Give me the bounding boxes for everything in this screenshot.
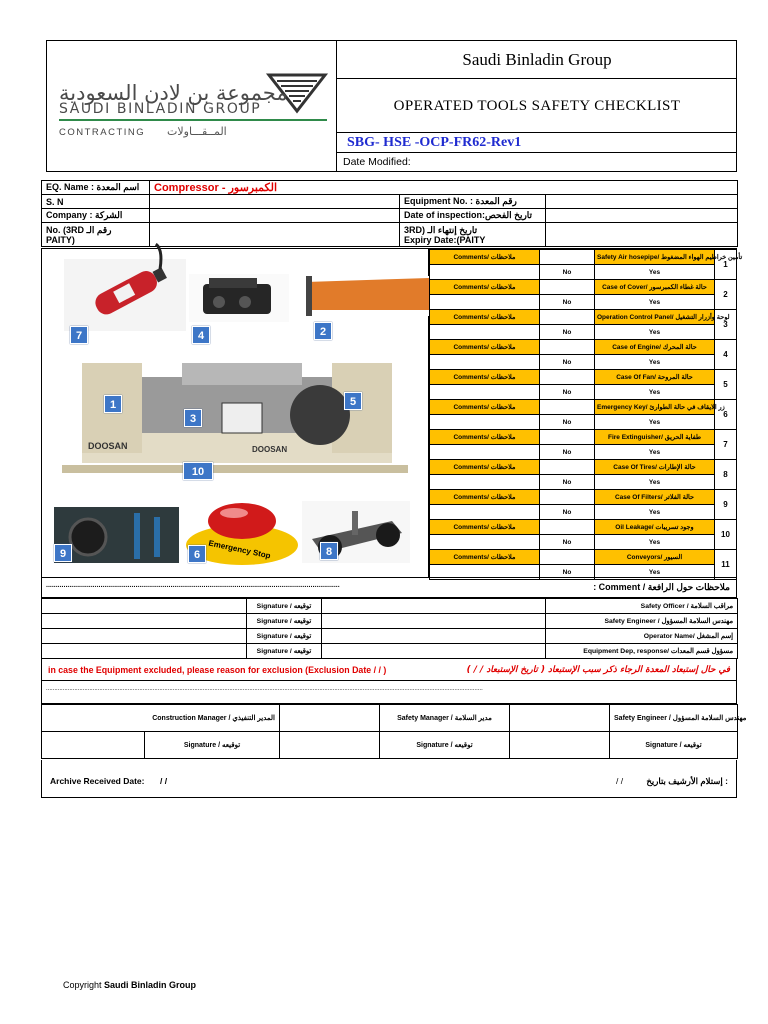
comments-field[interactable]	[540, 250, 595, 265]
answer-yes-option[interactable]: Yes	[595, 415, 715, 430]
comments-label: Comments/ ملاحظات	[430, 370, 540, 385]
comments-label: Comments/ ملاحظات	[430, 460, 540, 475]
checklist-item-number: 4	[715, 340, 737, 370]
checklist-item-label: Conveyors/ السيور	[595, 550, 715, 565]
signature-row	[42, 614, 738, 629]
answer-no-option[interactable]: No	[540, 355, 595, 370]
checklist-item-number: 10	[715, 520, 737, 550]
doosan-text-right: DOOSAN	[252, 445, 288, 454]
checklist-answer-row	[430, 505, 737, 520]
third-party-no-field[interactable]	[150, 223, 400, 247]
cover-photo-icon	[306, 276, 429, 316]
comments-field[interactable]	[540, 340, 595, 355]
comments-field[interactable]	[540, 550, 595, 565]
construction-manager-signature-label: Signature / توقيعه	[145, 732, 280, 759]
answer-yes-option[interactable]: Yes	[595, 505, 715, 520]
signature-label: Signature / توقيعه	[247, 614, 322, 629]
exclusion-text-en: in case the Equipment excluded, please reason for exclusion (Exclusion Date / / )	[48, 665, 387, 675]
checklist-answer-row	[430, 415, 737, 430]
checklist-item-label: Case Of Filters/ حالة الفلاتر	[595, 490, 715, 505]
comment-dots: .......................................................................................................................................................	[46, 582, 340, 589]
company-logo	[47, 41, 337, 171]
comments-field-cont[interactable]	[430, 505, 540, 520]
comments-field-cont[interactable]	[430, 445, 540, 460]
safety-manager-signature-label: Signature / توقيعه	[380, 732, 510, 759]
checklist-item-label: Emergency Key/ زر الايقاف في حالة الطوارئ	[595, 400, 715, 415]
fire-extinguisher-photo-icon	[64, 259, 186, 331]
exclusion-section	[41, 658, 737, 704]
comments-field-cont[interactable]	[430, 415, 540, 430]
equipment-no-label: Equipment No. : رقم المعدة	[400, 195, 546, 209]
exclusion-reason-dots[interactable]: ......................................................................................................................................................................................................................................................................	[46, 686, 483, 692]
checklist-item-label: Operation Control Panel/ لوحة وأزرار التشغيل	[595, 310, 715, 325]
comments-field[interactable]	[540, 280, 595, 295]
eq-name-label: EQ. Name : اسم المعدة	[42, 181, 150, 195]
signature-field[interactable]	[42, 599, 247, 614]
comments-field-cont[interactable]	[430, 295, 540, 310]
expiry-date-label-line2: Expiry Date:(PAITY	[404, 234, 486, 245]
checklist-answer-row	[430, 475, 737, 490]
company-title: Saudi Binladin Group	[337, 41, 737, 79]
photo-badge-10: 10	[183, 462, 213, 480]
equipment-info-table	[41, 180, 738, 247]
answer-no-option[interactable]: No	[540, 415, 595, 430]
signature-label: Signature / توقيعه	[247, 644, 322, 659]
archive-date-ar: / /	[616, 776, 624, 786]
photo-badge-6: 6	[188, 545, 206, 563]
checklist-answer-row	[430, 325, 737, 340]
comments-label: Comments/ ملاحظات	[430, 520, 540, 535]
signature-label: Signature / توقيعه	[247, 629, 322, 644]
checklist-item-number: 8	[715, 460, 737, 490]
checklist-section	[41, 248, 743, 578]
photo-panel	[42, 249, 429, 577]
safety-manager-label: Safety Manager / مدير السلامة	[380, 705, 510, 732]
exclusion-text-ar: ( / / تاريخ الإستبعاد ) في حال إستبعاد المعدة الرجاء ذكر سبب الإستبعاد	[466, 665, 730, 675]
checklist-item-number: 5	[715, 370, 737, 400]
checklist-item-label: Case Of Tires/ حالة الإطارات	[595, 460, 715, 475]
copyright-prefix: Copyright	[63, 980, 105, 990]
checklist-item-number: 2	[715, 280, 737, 310]
role-label: Equipment Dep, response/ مسؤول قسم المعدات	[546, 644, 738, 659]
eq-name-value[interactable]: Compressor - الكمبرسور	[150, 181, 738, 195]
comments-field-cont[interactable]	[430, 325, 540, 340]
checklist-item-number: 1	[715, 250, 737, 280]
company-label: Company : الشركة	[42, 209, 150, 223]
comments-field[interactable]	[540, 520, 595, 535]
comments-label: Comments/ ملاحظات	[430, 550, 540, 565]
answer-yes-option[interactable]: Yes	[595, 565, 715, 580]
signature-field[interactable]	[42, 614, 247, 629]
archive-label-en: Archive Received Date:	[50, 776, 145, 786]
archive-label-ar: إستلام الأرشيف بتاريخ :	[646, 776, 728, 786]
emergency-stop-text: Emergency Stop	[207, 538, 272, 561]
checklist-row	[430, 370, 737, 385]
safety-engineer-label: Safety Engineer / مهندس السلامة المسؤول	[610, 705, 738, 732]
checklist-answer-row	[430, 355, 737, 370]
photo-badge-7: 7	[70, 326, 88, 344]
comments-field[interactable]	[540, 490, 595, 505]
construction-manager-label: Construction Manager / المدير التنفيذي	[42, 705, 280, 732]
third-party-no-label-line1: No. (3RD رقم الـ	[46, 224, 112, 235]
archive-row[interactable]	[41, 760, 737, 798]
role-label: Operator Name/ إسم المشغل	[546, 629, 738, 644]
checklist-answer-row	[430, 385, 737, 400]
engine-photo-icon	[189, 274, 289, 322]
comments-field-cont[interactable]	[430, 535, 540, 550]
comments-label: Comments/ ملاحظات	[430, 430, 540, 445]
name-field[interactable]	[322, 614, 546, 629]
third-party-no-label-line2: PAITY)	[46, 234, 75, 245]
role-label: Safety Engineer / مهندس السلامة المسؤول	[546, 614, 738, 629]
checklist-answer-row	[430, 295, 737, 310]
checklist-row	[430, 490, 737, 505]
signature-field[interactable]	[42, 629, 247, 644]
safety-manager-signature-field[interactable]	[510, 732, 610, 759]
photo-badge-5: 5	[344, 392, 362, 410]
photo-badge-3: 3	[184, 409, 202, 427]
photo-badge-2: 2	[314, 322, 332, 340]
date-modified-label: Date Modified:	[343, 156, 411, 168]
signature-label: Signature / توقيعه	[247, 599, 322, 614]
comments-label: Comments/ ملاحظات	[430, 280, 540, 295]
answer-no-option[interactable]: No	[540, 565, 595, 580]
photo-badge-1: 1	[104, 395, 122, 413]
answer-no-option[interactable]: No	[540, 475, 595, 490]
archive-date-en: / /	[160, 776, 168, 786]
date-inspection-label: Date of inspection:تاريخ الفحص	[400, 209, 546, 223]
signature-table-2	[41, 704, 747, 759]
third-party-no-label	[42, 223, 150, 247]
filter-photo-icon	[54, 507, 179, 563]
checklist-table	[429, 249, 743, 580]
answer-no-option[interactable]: No	[540, 295, 595, 310]
exclusion-divider	[42, 680, 736, 681]
copyright-footer	[63, 980, 196, 990]
checklist-item-label: Oil Leakage/ وجود تسريبات	[595, 520, 715, 535]
logo-arabic-name: مجموعة بن لادن السعودية	[59, 81, 288, 105]
checklist-row	[430, 310, 737, 325]
checklist-item-number: 9	[715, 490, 737, 520]
sig2-spacer-left	[42, 732, 145, 759]
answer-no-option[interactable]: No	[540, 535, 595, 550]
safety-engineer-signature-label: Signature / توقيعه	[610, 732, 738, 759]
role-label: Safety Officer / مراقب السلامة	[546, 599, 738, 614]
checklist-row	[430, 400, 737, 415]
comments-field-cont[interactable]	[430, 355, 540, 370]
comments-field[interactable]	[540, 310, 595, 325]
answer-yes-option[interactable]: Yes	[595, 535, 715, 550]
checklist-item-number: 11	[715, 550, 737, 580]
name-field[interactable]	[322, 599, 546, 614]
comments-label: Comments/ ملاحظات	[430, 340, 540, 355]
checklist-row	[430, 250, 737, 265]
answer-no-option[interactable]: No	[540, 505, 595, 520]
signature-row	[42, 644, 738, 659]
comments-field[interactable]	[540, 370, 595, 385]
logo-division-en: CONTRACTING	[59, 127, 146, 138]
logo-division-ar: المــقـــاولات	[167, 125, 227, 138]
construction-manager-field[interactable]	[280, 705, 380, 732]
checklist-item-number: 3	[715, 310, 737, 340]
answer-no-option[interactable]: No	[540, 265, 595, 280]
copyright-owner: Saudi Binladin Group	[104, 980, 197, 990]
serial-number-label: S. N	[42, 195, 150, 209]
checklist-row	[430, 430, 737, 445]
comment-row[interactable]	[41, 578, 737, 598]
answer-yes-option[interactable]: Yes	[595, 475, 715, 490]
tires-photo-icon	[302, 501, 410, 563]
comments-field-cont[interactable]	[430, 385, 540, 400]
logo-divider	[59, 119, 327, 121]
checklist-item-label: Case Of Fan/ حالة المروحة	[595, 370, 715, 385]
checklist-answer-row	[430, 265, 737, 280]
expiry-date-label-line1: 3RD) تاريخ إنتهاء الـ	[404, 224, 478, 235]
expiry-date-field[interactable]	[546, 223, 738, 247]
answer-yes-option[interactable]: Yes	[595, 385, 715, 400]
form-header	[46, 40, 737, 172]
expiry-date-label	[400, 223, 546, 247]
checklist-row	[430, 340, 737, 355]
checklist-item-number: 6	[715, 400, 737, 430]
form-title: OPERATED TOOLS SAFETY CHECKLIST	[337, 79, 737, 133]
comments-label: Comments/ ملاحظات	[430, 250, 540, 265]
name-field[interactable]	[322, 629, 546, 644]
answer-yes-option[interactable]: Yes	[595, 295, 715, 310]
company-field[interactable]	[150, 209, 400, 223]
form-code: SBG- HSE -OCP-FR62-Rev1	[337, 133, 737, 153]
comments-field-cont[interactable]	[430, 475, 540, 490]
comments-field-cont[interactable]	[430, 265, 540, 280]
serial-number-field[interactable]	[150, 195, 400, 209]
comments-field[interactable]	[540, 460, 595, 475]
comments-label: Comments/ ملاحظات	[430, 490, 540, 505]
photo-badge-9: 9	[54, 544, 72, 562]
answer-yes-option[interactable]: Yes	[595, 265, 715, 280]
checklist-item-number: 7	[715, 430, 737, 460]
equipment-no-field[interactable]	[546, 195, 738, 209]
construction-manager-signature-field[interactable]	[280, 732, 380, 759]
signature-row	[42, 629, 738, 644]
compressor-unit-photo-icon	[62, 353, 408, 481]
safety-manager-field[interactable]	[510, 705, 610, 732]
answer-no-option[interactable]: No	[540, 385, 595, 400]
checklist-row	[430, 460, 737, 475]
answer-yes-option[interactable]: Yes	[595, 325, 715, 340]
signature-field[interactable]	[42, 644, 247, 659]
checklist-item-label: Fire Extinguisher/ طفاية الحريق	[595, 430, 715, 445]
comments-label: Comments/ ملاحظات	[430, 400, 540, 415]
answer-yes-option[interactable]: Yes	[595, 445, 715, 460]
checklist-answer-row	[430, 445, 737, 460]
comment-label: : Comment / ملاحظات حول الرافعة	[593, 582, 730, 592]
date-inspection-field[interactable]	[546, 209, 738, 223]
comments-label: Comments/ ملاحظات	[430, 310, 540, 325]
checklist-row	[430, 550, 737, 565]
logo-english-name: SAUDI BINLADIN GROUP	[59, 101, 262, 117]
name-field[interactable]	[322, 644, 546, 659]
photo-badge-8: 8	[320, 542, 338, 560]
checklist-item-label: Case of Engine/ حالة المحرك	[595, 340, 715, 355]
doosan-text-left: DOOSAN	[88, 441, 128, 451]
answer-no-option[interactable]: No	[540, 325, 595, 340]
checklist-row	[430, 520, 737, 535]
checklist-answer-row	[430, 535, 737, 550]
signature-table-1	[41, 598, 738, 659]
answer-no-option[interactable]: No	[540, 445, 595, 460]
checklist-item-label: Safety Air hosepipe/ تأمين خراطيم الهواء المضغوط	[595, 250, 715, 265]
checklist-item-label: Case of Cover/ حالة غطاء الكمبرسور	[595, 280, 715, 295]
signature-row	[42, 599, 738, 614]
checklist-row	[430, 280, 737, 295]
answer-yes-option[interactable]: Yes	[595, 355, 715, 370]
comments-field[interactable]	[540, 430, 595, 445]
comments-field[interactable]	[540, 400, 595, 415]
photo-badge-4: 4	[192, 326, 210, 344]
